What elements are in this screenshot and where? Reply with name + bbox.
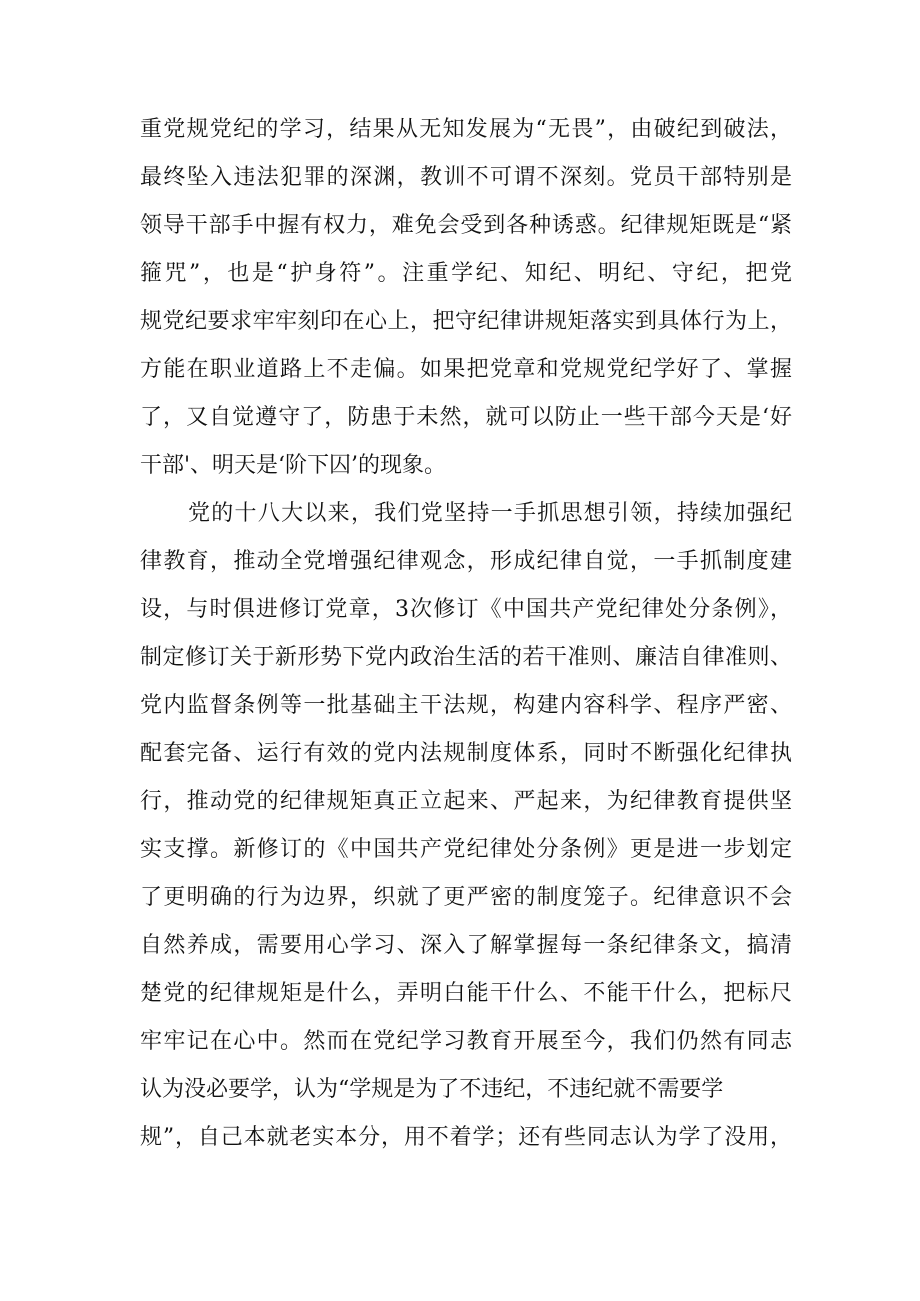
paragraph-2 (140, 490, 792, 1162)
text-line: 楚党的纪律规矩是什么，弄明白能干什么、不能干什么，把标尺 (140, 981, 792, 1006)
paragraph-1 (140, 106, 792, 490)
text-line: 干部'、明天是‘阶下囚’的现象。 (140, 453, 447, 478)
text-line: 设，与时俱进修订党章，3次修订《中国共产党纪律处分条例》， (140, 597, 792, 622)
text-line: 律教育，推动全党增强纪律观念，形成纪律自觉，一手抓制度建 (140, 549, 792, 574)
text-line: 方能在职业道路上不走偏。如果把党章和党规党纪学好了、掌握 (140, 357, 792, 382)
text-line: 规党纪要求牢牢刻印在心上，把守纪律讲规矩落实到具体行为上， (140, 309, 792, 334)
text-line: 党内监督条例等一批基础主干法规，构建内容科学、程序严密、 (140, 693, 792, 718)
text-line: 重党规党纪的学习，结果从无知发展为“无畏”，由破纪到破法， (140, 117, 792, 142)
text-line: 实支撑。新修订的《中国共产党纪律处分条例》更是进一步划定 (140, 837, 792, 862)
text-line: 领导干部手中握有权力，难免会受到各种诱惑。纪律规矩既是“紧 (140, 213, 792, 238)
text-line: 认为没必要学，认为“学规是为了不违纪，不违纪就不需要学 (140, 1077, 724, 1102)
text-line: 自然养成，需要用心学习、深入了解掌握每一条纪律条文，搞清 (140, 933, 792, 958)
text-line: 最终坠入违法犯罪的深渊，教训不可谓不深刻。党员干部特别是 (140, 165, 792, 190)
text-line: 制定修订关于新形势下党内政治生活的若干准则、廉洁自律准则、 (140, 645, 792, 670)
text-line: 箍咒”，也是“护身符”。注重学纪、知纪、明纪、守纪，把党 (140, 261, 792, 286)
text-line: 配套完备、运行有效的党内法规制度体系，同时不断强化纪律执 (140, 741, 792, 766)
text-line: 行，推动党的纪律规矩真正立起来、严起来，为纪律教育提供坚 (140, 789, 792, 814)
text-line: 了更明确的行为边界，织就了更严密的制度笼子。纪律意识不会 (140, 885, 792, 910)
text-line: 牢牢记在心中。然而在党纪学习教育开展至今，我们仍然有同志 (140, 1029, 792, 1054)
text-line: 党的十八大以来，我们党坚持一手抓思想引领，持续加强纪 (188, 501, 792, 526)
document-body (140, 106, 792, 1162)
text-line: 了，又自觉遵守了，防患于未然，就可以防止一些干部今天是‘好 (140, 405, 792, 430)
text-line: 规”，自己本就老实本分，用不着学；还有些同志认为学了没用， (140, 1125, 792, 1150)
